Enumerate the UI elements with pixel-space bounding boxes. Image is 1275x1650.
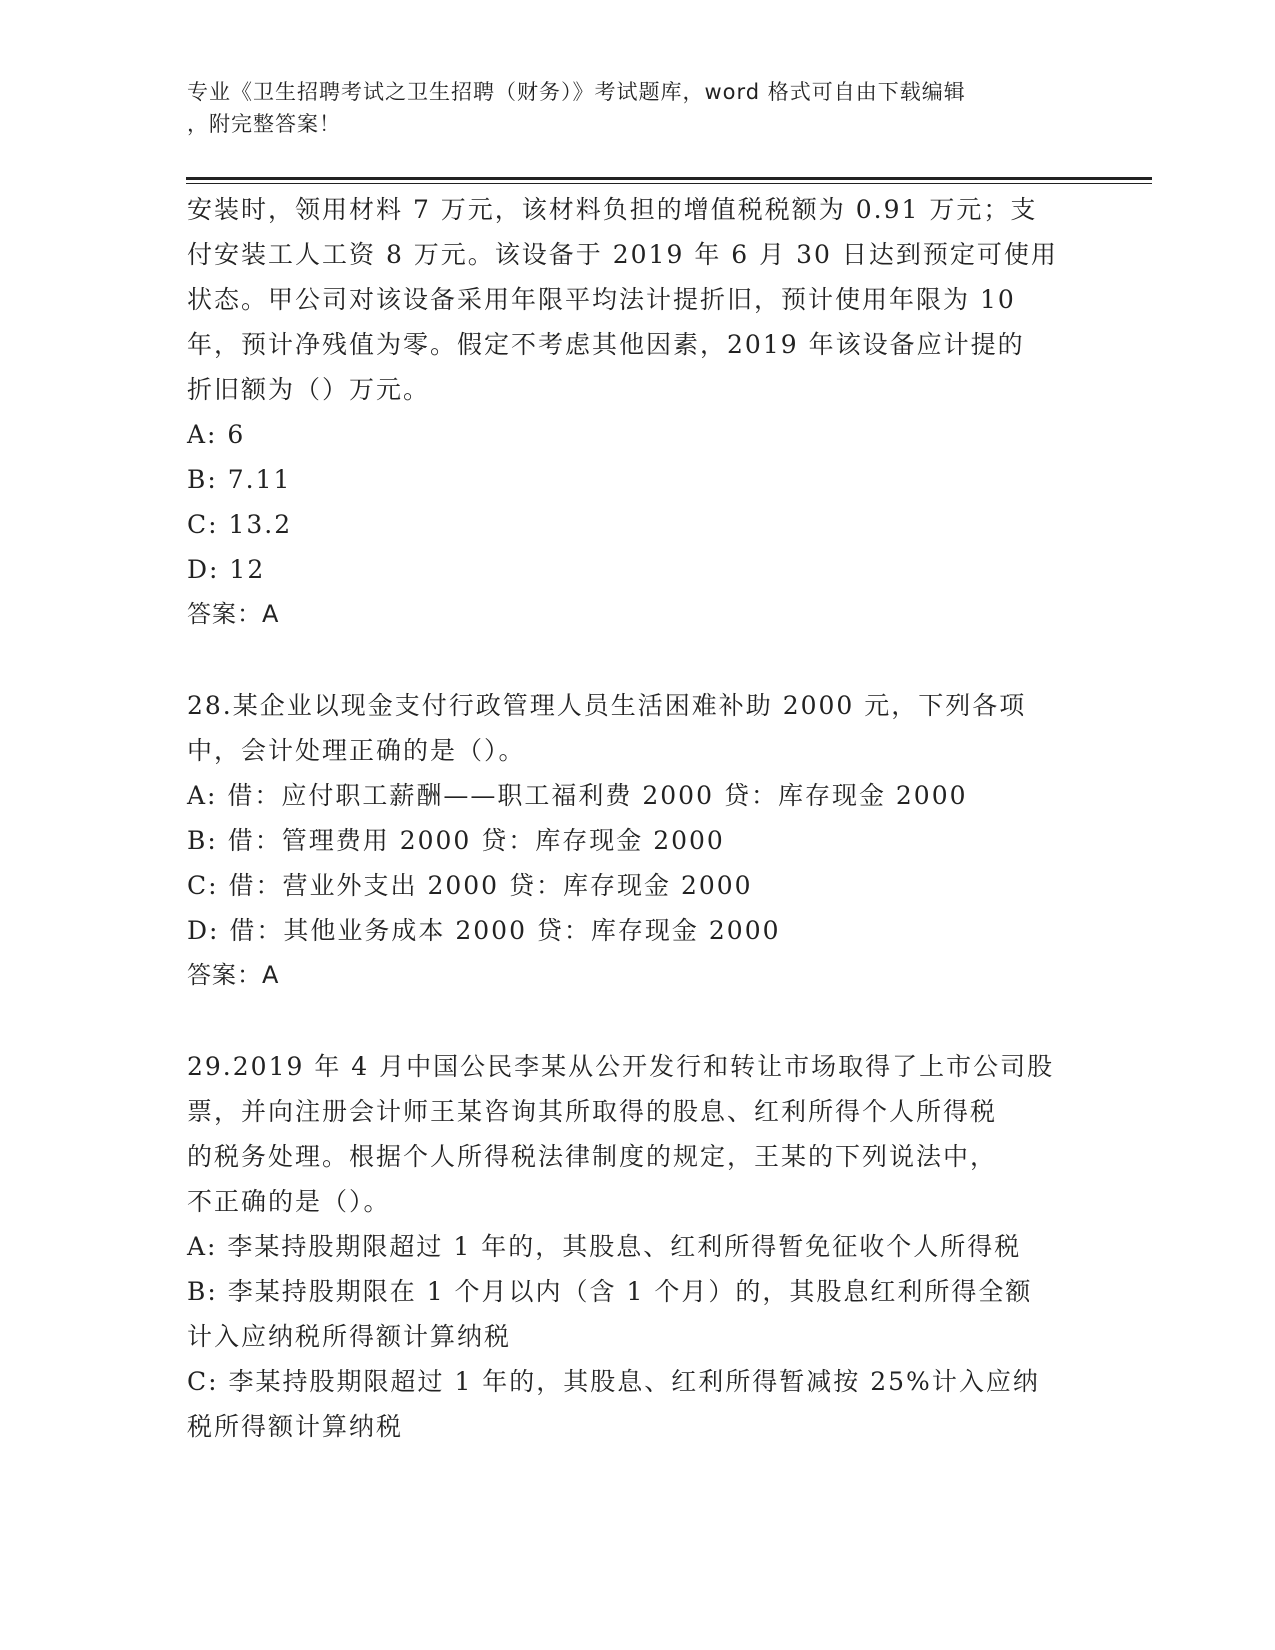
question-stem-line: 29.2019 年 4 月中国公民李某从公开发行和转让市场取得了上市公司股 [187,1052,1055,1081]
option-b: B: 李某持股期限在 1 个月以内（含 1 个月）的，其股息红利所得全额 [187,1277,1033,1306]
option-a: A: 6 [187,420,246,449]
option-c: C: 13.2 [187,510,293,539]
option-d: D: 12 [187,555,266,584]
header-divider-thick [186,177,1152,180]
option-c-continued: 税所得额计算纳税 [187,1412,404,1441]
header-divider-thin [186,183,1152,184]
header-line-2: ，附完整答案！ [187,112,341,136]
question-stem-line: 的税务处理。根据个人所得税法律制度的规定，王某的下列说法中， [187,1142,998,1171]
question-spacer [187,637,1087,683]
question-stem-line: 不正确的是（）。 [187,1187,391,1216]
question-spacer [187,998,1087,1044]
page-header [187,76,1087,140]
option-b-continued: 计入应纳税所得额计算纳税 [187,1322,512,1351]
question-stem-line: 票，并向注册会计师王某咨询其所取得的股息、红利所得个人所得税 [187,1097,998,1126]
option-a: A: 借：应付职工薪酬——职工福利费 2000 贷：库存现金 2000 [187,781,968,810]
question-28 [187,683,1087,998]
question-27 [187,187,1087,637]
answer-label: 答案：A [187,961,280,989]
option-b: B: 借：管理费用 2000 贷：库存现金 2000 [187,826,725,855]
question-stem-line: 28.某企业以现金支付行政管理人员生活困难补助 2000 元，下列各项 [187,691,1027,720]
document-body [187,187,1087,1449]
answer-label: 答案：A [187,600,280,628]
question-stem-line: 状态。甲公司对该设备采用年限平均法计提折旧，预计使用年限为 10 [187,285,1016,314]
question-stem-line: 安装时，领用材料 7 万元，该材料负担的增值税税额为 0.91 万元；支 [187,195,1038,224]
question-stem-line: 折旧额为（）万元。 [187,375,431,404]
option-b: B: 7.11 [187,465,292,494]
option-d: D: 借：其他业务成本 2000 贷：库存现金 2000 [187,916,781,945]
option-a: A: 李某持股期限超过 1 年的，其股息、红利所得暂免征收个人所得税 [187,1232,1022,1261]
question-stem-line: 中，会计处理正确的是（）。 [187,736,526,765]
question-stem-line: 付安装工人工资 8 万元。该设备于 2019 年 6 月 30 日达到预定可使用 [187,240,1058,269]
question-stem-line: 年，预计净残值为零。假定不考虑其他因素，2019 年该设备应计提的 [187,330,1025,359]
option-c: C: 借：营业外支出 2000 贷：库存现金 2000 [187,871,753,900]
header-line-1: 专业《卫生招聘考试之卫生招聘（财务）》考试题库，word 格式可自由下载编辑 [187,80,966,104]
option-c: C: 李某持股期限超过 1 年的，其股息、红利所得暂减按 25%计入应纳 [187,1367,1040,1396]
question-29 [187,1044,1087,1449]
